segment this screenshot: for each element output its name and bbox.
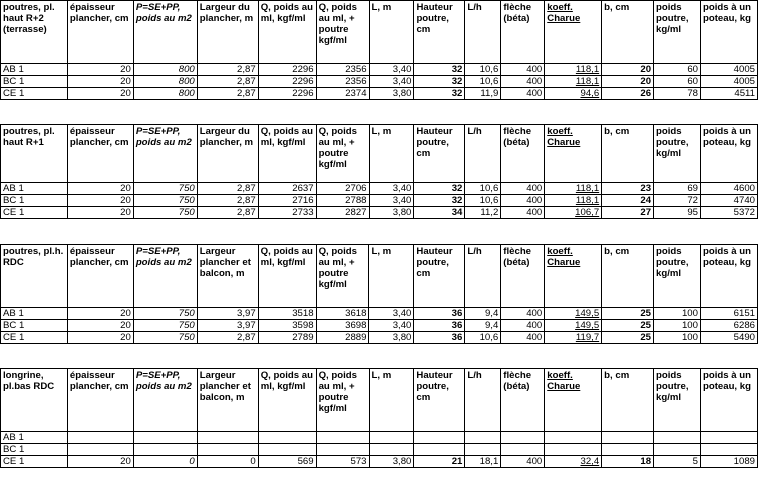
cell[interactable]: 20 (67, 456, 133, 468)
cell[interactable]: 400 (501, 183, 545, 195)
header-cell (545, 369, 602, 432)
table-row (1, 332, 758, 344)
cell[interactable] (545, 456, 602, 468)
cell[interactable]: 2,87 (197, 64, 258, 76)
cell[interactable]: 400 (501, 207, 545, 219)
cell[interactable]: 6286 (700, 320, 757, 332)
cell[interactable]: AB 1 (1, 183, 68, 195)
header-cell: L, m (369, 125, 414, 183)
cell[interactable]: 72 (654, 195, 701, 207)
cell[interactable]: 2716 (258, 195, 316, 207)
cell[interactable]: 2296 (258, 64, 316, 76)
cell[interactable]: 2356 (316, 76, 369, 88)
header-cell: poids poutre, kg/ml (654, 369, 701, 432)
cell[interactable]: 20 (67, 183, 133, 195)
cell[interactable]: 2296 (258, 88, 316, 100)
header-cell: Q, poids au ml, kgf/ml (258, 125, 316, 183)
cell[interactable]: 400 (501, 76, 545, 88)
cell[interactable] (258, 432, 316, 444)
cell[interactable]: 4005 (700, 64, 757, 76)
cell[interactable] (700, 444, 757, 456)
cell[interactable] (67, 432, 133, 444)
cell[interactable]: BC 1 (1, 76, 68, 88)
cell-text: 149,5 (575, 308, 600, 319)
table-row (1, 207, 758, 219)
header-cell: b, cm (602, 245, 654, 308)
cell[interactable]: 2374 (316, 88, 369, 100)
header-cell (545, 245, 602, 308)
cell[interactable] (545, 432, 602, 444)
header-cell: P=SE+PP, poids au m2 (133, 125, 197, 183)
header-cell: épaisseur plancher, cm (67, 1, 133, 64)
header-cell: poids à un poteau, kg (700, 125, 757, 183)
cell[interactable]: 750 (133, 183, 197, 195)
cell[interactable]: 2,87 (197, 332, 258, 344)
header-cell: poutres, pl. haut R+1 (1, 125, 68, 183)
header-row (1, 245, 758, 308)
cell[interactable]: 25 (602, 332, 654, 344)
header-cell: poutres, pl.h. RDC (1, 245, 68, 308)
cell[interactable] (465, 432, 501, 444)
table-row (1, 195, 758, 207)
cell[interactable]: 60 (654, 64, 701, 76)
cell[interactable]: 5 (654, 456, 701, 468)
cell[interactable]: 10,6 (465, 183, 501, 195)
header-cell: L, m (369, 369, 414, 432)
cell[interactable]: 400 (501, 456, 545, 468)
cell-text: 149,5 (575, 320, 600, 331)
header-cell: longrine, pl.bas RDC (1, 369, 68, 432)
cell[interactable]: 32 (414, 195, 465, 207)
cell[interactable]: 9,4 (465, 308, 501, 320)
cell[interactable]: 2,87 (197, 207, 258, 219)
table-row (1, 320, 758, 332)
cell[interactable]: 3,80 (369, 207, 414, 219)
cell[interactable]: 21 (414, 456, 465, 468)
cell[interactable]: 0 (133, 456, 197, 468)
cell[interactable] (545, 88, 602, 100)
table-row (1, 444, 758, 456)
cell[interactable]: 10,6 (465, 76, 501, 88)
table-row (1, 76, 758, 88)
cell[interactable]: 36 (414, 320, 465, 332)
cell[interactable]: 0 (197, 456, 258, 468)
cell[interactable]: 26 (602, 88, 654, 100)
cell[interactable]: 10,6 (465, 195, 501, 207)
cell[interactable]: AB 1 (1, 308, 68, 320)
cell-text: 119,7 (575, 332, 600, 343)
cell[interactable]: 2889 (316, 332, 369, 344)
header-cell (545, 1, 602, 64)
header-cell: Q, poids au ml, + poutre kgf/ml (316, 369, 369, 432)
header-cell: épaisseur plancher, cm (67, 125, 133, 183)
cell[interactable]: 20 (602, 64, 654, 76)
cell[interactable]: 2789 (258, 332, 316, 344)
cell[interactable]: 2637 (258, 183, 316, 195)
cell[interactable]: 400 (501, 64, 545, 76)
cell[interactable] (316, 444, 369, 456)
cell[interactable]: BC 1 (1, 195, 68, 207)
table-row (1, 456, 758, 468)
table-terrasse (0, 0, 758, 100)
cell[interactable] (133, 432, 197, 444)
header-cell: L/h (465, 369, 501, 432)
cell[interactable] (654, 432, 701, 444)
cell[interactable] (67, 444, 133, 456)
cell[interactable]: 400 (501, 88, 545, 100)
cell[interactable]: 3,40 (369, 76, 414, 88)
cell[interactable] (197, 432, 258, 444)
header-cell: Largeur plancher et balcon, m (197, 369, 258, 432)
cell[interactable]: CE 1 (1, 332, 68, 344)
header-cell (545, 125, 602, 183)
header-cell: Hauteur poutre, cm (414, 369, 465, 432)
cell[interactable]: 1089 (700, 456, 757, 468)
header-cell: poids à un poteau, kg (700, 369, 757, 432)
cell[interactable]: 32 (414, 64, 465, 76)
header-row (1, 1, 758, 64)
cell[interactable]: 25 (602, 320, 654, 332)
cell[interactable]: 4740 (700, 195, 757, 207)
cell[interactable]: 4005 (700, 76, 757, 88)
header-cell: poids à un poteau, kg (700, 245, 757, 308)
header-cell: poutres, pl. haut R+2 (terrasse) (1, 1, 68, 64)
cell[interactable]: CE 1 (1, 207, 68, 219)
cell[interactable]: 4511 (700, 88, 757, 100)
cell[interactable] (501, 444, 545, 456)
cell[interactable]: 60 (654, 76, 701, 88)
cell[interactable]: 3,97 (197, 308, 258, 320)
cell[interactable]: 20 (67, 76, 133, 88)
header-cell: Largeur du plancher, m (197, 125, 258, 183)
cell[interactable]: 100 (654, 320, 701, 332)
cell[interactable] (545, 183, 602, 195)
cell[interactable] (501, 432, 545, 444)
header-cell: Largeur plancher et balcon, m (197, 245, 258, 308)
cell[interactable] (197, 444, 258, 456)
cell[interactable]: 400 (501, 308, 545, 320)
header-cell: Hauteur poutre, cm (414, 245, 465, 308)
cell[interactable] (545, 207, 602, 219)
table-row (1, 88, 758, 100)
cell[interactable]: 100 (654, 332, 701, 344)
cell[interactable]: 3,97 (197, 320, 258, 332)
cell[interactable]: CE 1 (1, 88, 68, 100)
header-cell: épaisseur plancher, cm (67, 245, 133, 308)
cell[interactable] (700, 432, 757, 444)
cell[interactable]: 6151 (700, 308, 757, 320)
cell-text: 118,1 (575, 183, 600, 194)
cell[interactable]: 20 (602, 76, 654, 88)
header-cell: Q, poids au ml, + poutre kgf/ml (316, 125, 369, 183)
cell[interactable]: 400 (501, 320, 545, 332)
cell[interactable]: 11,9 (465, 88, 501, 100)
cell[interactable]: 11,2 (465, 207, 501, 219)
header-cell: Largeur du plancher, m (197, 1, 258, 64)
cell[interactable]: 4600 (700, 183, 757, 195)
cell[interactable]: 800 (133, 76, 197, 88)
cell[interactable]: 23 (602, 183, 654, 195)
cell[interactable]: 5490 (700, 332, 757, 344)
cell[interactable]: 3,40 (369, 183, 414, 195)
cell[interactable]: 3598 (258, 320, 316, 332)
header-cell: flèche (béta) (501, 125, 545, 183)
cell[interactable] (369, 444, 414, 456)
header-cell: Q, poids au ml, kgf/ml (258, 245, 316, 308)
table-rdc (0, 244, 758, 344)
header-cell: flèche (béta) (501, 1, 545, 64)
header-cell: flèche (béta) (501, 245, 545, 308)
cell[interactable]: 3,80 (369, 456, 414, 468)
cell[interactable] (654, 444, 701, 456)
cell[interactable] (545, 444, 602, 456)
cell[interactable]: 400 (501, 332, 545, 344)
cell-text: 118,1 (575, 195, 600, 206)
cell[interactable]: 3,80 (369, 88, 414, 100)
header-text: koeff. Charue (547, 126, 581, 148)
header-text: koeff. Charue (547, 246, 581, 268)
cell[interactable]: 800 (133, 88, 197, 100)
cell[interactable]: 95 (654, 207, 701, 219)
cell[interactable]: 36 (414, 332, 465, 344)
cell-text: 118,1 (575, 76, 600, 87)
cell[interactable] (414, 444, 465, 456)
header-cell: poids poutre, kg/ml (654, 125, 701, 183)
cell[interactable]: 20 (67, 195, 133, 207)
cell[interactable]: 78 (654, 88, 701, 100)
table-r1 (0, 124, 758, 219)
cell[interactable]: 2,87 (197, 195, 258, 207)
cell[interactable]: 5372 (700, 207, 757, 219)
cell[interactable]: 750 (133, 207, 197, 219)
cell[interactable]: 3618 (316, 308, 369, 320)
cell[interactable]: 24 (602, 195, 654, 207)
table-row (1, 308, 758, 320)
cell[interactable]: 3,40 (369, 320, 414, 332)
cell[interactable] (545, 332, 602, 344)
cell[interactable]: 3,80 (369, 332, 414, 344)
cell[interactable]: 20 (67, 207, 133, 219)
cell[interactable]: BC 1 (1, 444, 68, 456)
cell[interactable]: 32 (414, 183, 465, 195)
cell[interactable]: 750 (133, 195, 197, 207)
header-row (1, 125, 758, 183)
cell[interactable]: 20 (67, 308, 133, 320)
cell[interactable]: 3518 (258, 308, 316, 320)
header-cell: Q, poids au ml, kgf/ml (258, 1, 316, 64)
header-text: koeff. Charue (547, 2, 581, 24)
cell[interactable]: 750 (133, 320, 197, 332)
cell[interactable]: 20 (67, 320, 133, 332)
cell[interactable]: 750 (133, 308, 197, 320)
cell[interactable] (602, 444, 654, 456)
cell[interactable]: 25 (602, 308, 654, 320)
header-cell: poids poutre, kg/ml (654, 1, 701, 64)
cell[interactable]: 3,40 (369, 64, 414, 76)
cell[interactable] (133, 444, 197, 456)
cell[interactable]: 34 (414, 207, 465, 219)
header-cell: flèche (béta) (501, 369, 545, 432)
cell-text: 106,7 (575, 207, 600, 218)
cell[interactable]: 32 (414, 76, 465, 88)
header-cell: Q, poids au ml, + poutre kgf/ml (316, 1, 369, 64)
cell[interactable]: 400 (501, 195, 545, 207)
cell[interactable]: 2,87 (197, 88, 258, 100)
header-text: koeff. Charue (547, 370, 581, 392)
cell[interactable] (258, 444, 316, 456)
cell[interactable] (369, 432, 414, 444)
cell[interactable]: 69 (654, 183, 701, 195)
header-cell: épaisseur plancher, cm (67, 369, 133, 432)
cell[interactable] (545, 308, 602, 320)
cell[interactable]: 2827 (316, 207, 369, 219)
cell[interactable]: 2706 (316, 183, 369, 195)
cell[interactable]: 750 (133, 332, 197, 344)
cell[interactable]: 9,4 (465, 320, 501, 332)
cell[interactable]: 20 (67, 332, 133, 344)
cell[interactable]: 27 (602, 207, 654, 219)
cell[interactable]: BC 1 (1, 320, 68, 332)
cell[interactable]: 2,87 (197, 76, 258, 88)
cell[interactable]: AB 1 (1, 64, 68, 76)
cell[interactable]: 10,6 (465, 332, 501, 344)
cell[interactable]: 569 (258, 456, 316, 468)
cell[interactable]: 18 (602, 456, 654, 468)
cell[interactable]: 2296 (258, 76, 316, 88)
table-row (1, 432, 758, 444)
cell[interactable]: 800 (133, 64, 197, 76)
cell[interactable]: 20 (67, 88, 133, 100)
table-row (1, 183, 758, 195)
cell[interactable]: 18,1 (465, 456, 501, 468)
cell[interactable] (414, 432, 465, 444)
header-cell: L/h (465, 245, 501, 308)
cell[interactable]: 32 (414, 88, 465, 100)
cell[interactable] (602, 432, 654, 444)
cell[interactable]: 100 (654, 308, 701, 320)
header-cell: poids poutre, kg/ml (654, 245, 701, 308)
cell[interactable]: 36 (414, 308, 465, 320)
header-cell: P=SE+PP, poids au m2 (133, 1, 197, 64)
header-cell: L/h (465, 1, 501, 64)
header-row (1, 369, 758, 432)
cell[interactable]: 10,6 (465, 64, 501, 76)
cell[interactable]: 20 (67, 64, 133, 76)
cell[interactable] (465, 444, 501, 456)
cell[interactable]: 573 (316, 456, 369, 468)
cell[interactable]: 2,87 (197, 183, 258, 195)
header-cell: L, m (369, 245, 414, 308)
header-cell: poids à un poteau, kg (700, 1, 757, 64)
cell[interactable] (545, 195, 602, 207)
header-cell: L/h (465, 125, 501, 183)
header-cell: Q, poids au ml, + poutre kgf/ml (316, 245, 369, 308)
cell[interactable] (545, 64, 602, 76)
header-cell: Q, poids au ml, kgf/ml (258, 369, 316, 432)
header-cell: b, cm (602, 1, 654, 64)
cell[interactable]: AB 1 (1, 432, 68, 444)
header-cell: Hauteur poutre, cm (414, 125, 465, 183)
cell-text: 32,4 (580, 456, 600, 467)
cell[interactable]: 3,40 (369, 308, 414, 320)
cell[interactable]: 2356 (316, 64, 369, 76)
cell-text: 118,1 (575, 64, 600, 75)
table-row (1, 64, 758, 76)
table-longrine (0, 368, 758, 468)
cell[interactable] (545, 320, 602, 332)
cell[interactable]: 2733 (258, 207, 316, 219)
cell[interactable]: 2788 (316, 195, 369, 207)
cell[interactable]: 3,40 (369, 195, 414, 207)
cell[interactable] (316, 432, 369, 444)
header-cell: Hauteur poutre, cm (414, 1, 465, 64)
header-cell: P=SE+PP, poids au m2 (133, 369, 197, 432)
header-cell: b, cm (602, 125, 654, 183)
cell[interactable]: 3698 (316, 320, 369, 332)
cell[interactable] (545, 76, 602, 88)
header-cell: L, m (369, 1, 414, 64)
header-cell: P=SE+PP, poids au m2 (133, 245, 197, 308)
header-cell: b, cm (602, 369, 654, 432)
cell-text: 94,6 (580, 88, 600, 99)
cell[interactable]: CE 1 (1, 456, 68, 468)
